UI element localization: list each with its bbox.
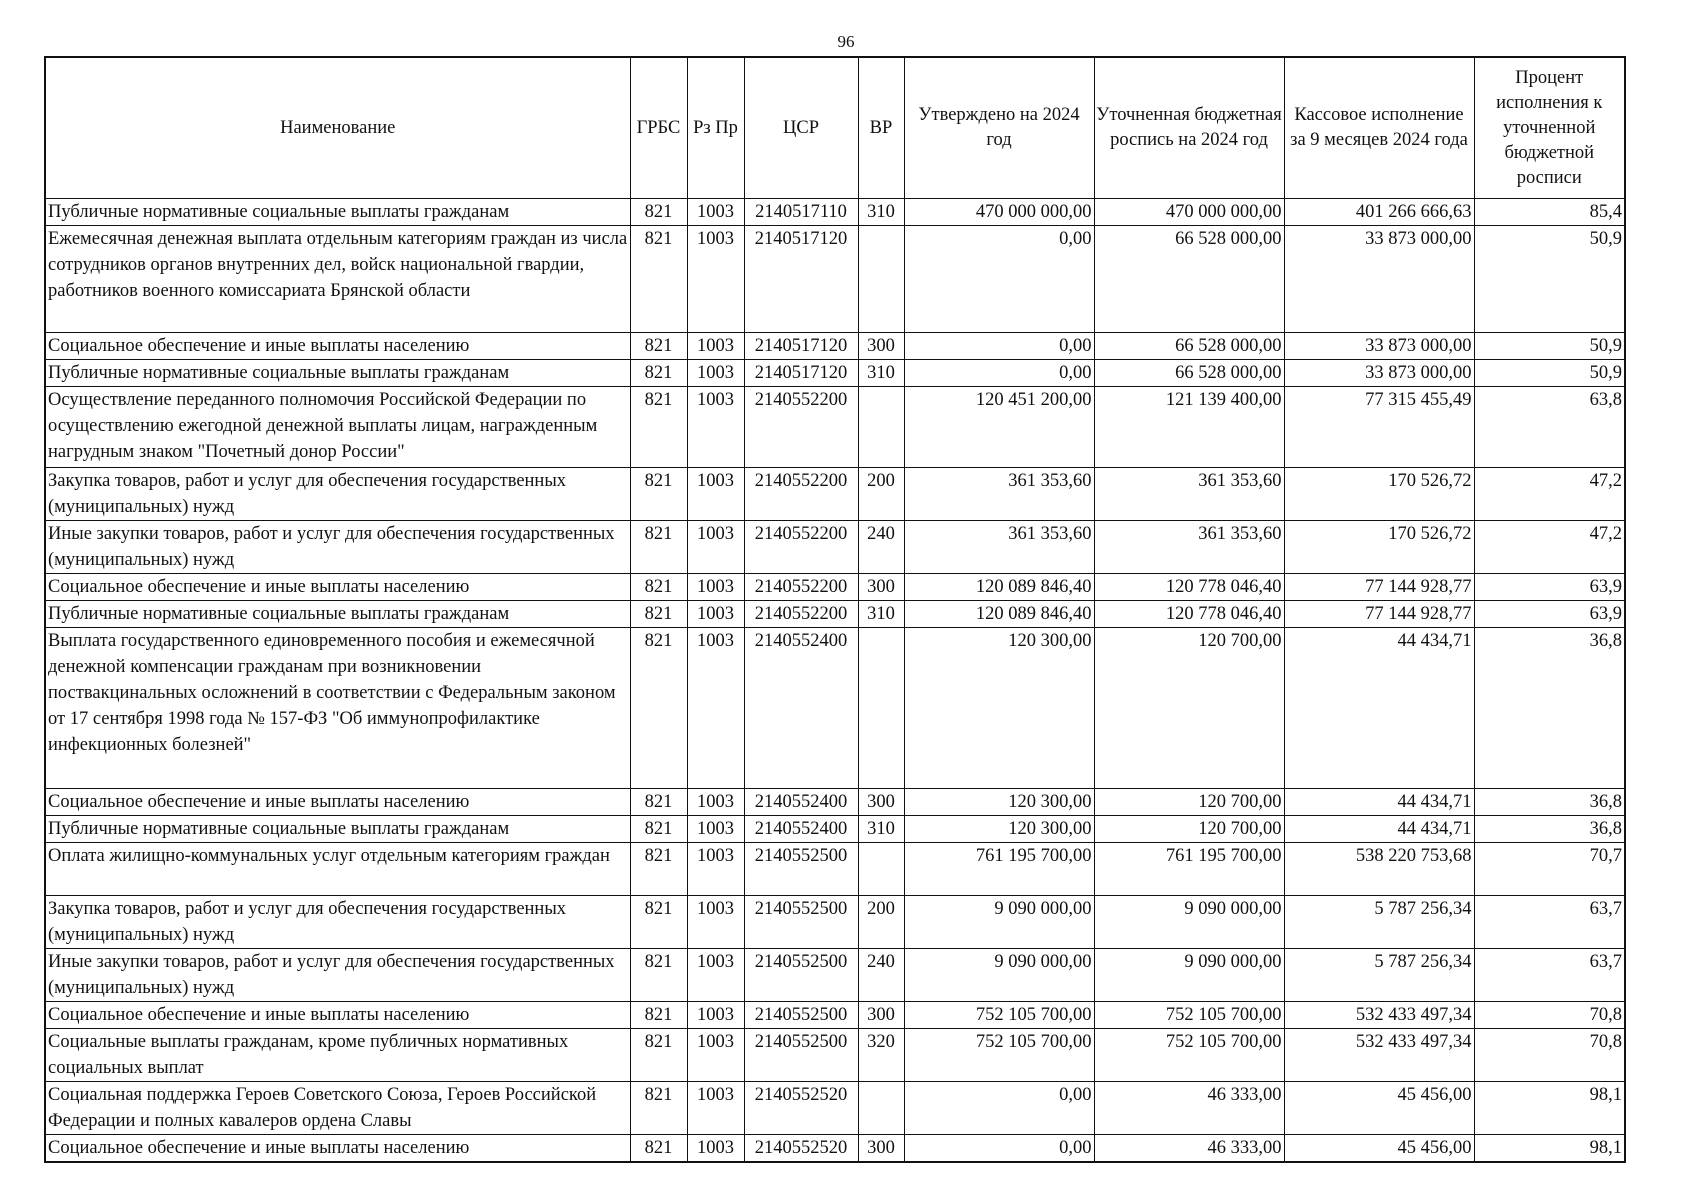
table-row xyxy=(45,199,1625,226)
cell-executed: 33 873 000,00 xyxy=(1284,360,1474,387)
cell-csr: 2140517120 xyxy=(744,333,858,360)
cell-percent: 50,9 xyxy=(1474,360,1625,387)
cell-vr: 200 xyxy=(858,468,904,521)
table-row xyxy=(45,1135,1625,1163)
cell-csr: 2140552200 xyxy=(744,521,858,574)
cell-name: Ежемесячная денежная выплата отдельным категориям граждан из числа сотрудников органов внутренних дел, войск национальной гвардии, работников военного комиссариата Брянской области xyxy=(45,226,630,333)
cell-percent: 63,9 xyxy=(1474,574,1625,601)
cell-percent: 85,4 xyxy=(1474,199,1625,226)
cell-grbs: 821 xyxy=(630,816,687,843)
cell-name: Иные закупки товаров, работ и услуг для обеспечения государственных (муниципальных) нужд xyxy=(45,949,630,1002)
cell-name: Закупка товаров, работ и услуг для обеспечения государственных (муниципальных) нужд xyxy=(45,896,630,949)
cell-vr: 300 xyxy=(858,333,904,360)
table-row xyxy=(45,949,1625,1002)
cell-name: Социальное обеспечение и иные выплаты населению xyxy=(45,333,630,360)
cell-vr: 300 xyxy=(858,574,904,601)
cell-approved: 120 089 846,40 xyxy=(904,574,1094,601)
cell-grbs: 821 xyxy=(630,521,687,574)
table-row xyxy=(45,1029,1625,1082)
cell-rzpr: 1003 xyxy=(687,896,744,949)
cell-refined: 66 528 000,00 xyxy=(1094,226,1284,333)
cell-rzpr: 1003 xyxy=(687,628,744,789)
cell-refined: 120 700,00 xyxy=(1094,789,1284,816)
cell-vr: 240 xyxy=(858,949,904,1002)
cell-grbs: 821 xyxy=(630,333,687,360)
cell-refined: 361 353,60 xyxy=(1094,521,1284,574)
cell-approved: 752 105 700,00 xyxy=(904,1029,1094,1082)
cell-name: Оплата жилищно-коммунальных услуг отдельным категориям граждан xyxy=(45,843,630,896)
cell-grbs: 821 xyxy=(630,949,687,1002)
cell-percent: 98,1 xyxy=(1474,1135,1625,1163)
cell-name: Осуществление переданного полномочия Российской Федерации по осуществлению ежегодной денежной выплаты лицам, награжденным нагрудным знаком "Почетный донор России" xyxy=(45,387,630,468)
cell-grbs: 821 xyxy=(630,574,687,601)
cell-vr: 320 xyxy=(858,1029,904,1082)
table-header-row xyxy=(45,57,1625,199)
budget-table xyxy=(44,56,1626,1163)
cell-grbs: 821 xyxy=(630,1082,687,1135)
cell-name: Публичные нормативные социальные выплаты гражданам xyxy=(45,360,630,387)
cell-refined: 361 353,60 xyxy=(1094,468,1284,521)
cell-grbs: 821 xyxy=(630,226,687,333)
cell-refined: 121 139 400,00 xyxy=(1094,387,1284,468)
table-row xyxy=(45,521,1625,574)
table-row xyxy=(45,574,1625,601)
cell-grbs: 821 xyxy=(630,1002,687,1029)
cell-executed: 45 456,00 xyxy=(1284,1135,1474,1163)
header-csr: ЦСР xyxy=(744,57,858,199)
cell-vr: 200 xyxy=(858,896,904,949)
cell-percent: 36,8 xyxy=(1474,816,1625,843)
cell-executed: 44 434,71 xyxy=(1284,816,1474,843)
cell-rzpr: 1003 xyxy=(687,1082,744,1135)
cell-approved: 752 105 700,00 xyxy=(904,1002,1094,1029)
cell-csr: 2140552200 xyxy=(744,387,858,468)
cell-refined: 120 700,00 xyxy=(1094,628,1284,789)
cell-vr: 310 xyxy=(858,601,904,628)
header-grbs: ГРБС xyxy=(630,57,687,199)
cell-name: Социальное обеспечение и иные выплаты населению xyxy=(45,789,630,816)
cell-approved: 120 451 200,00 xyxy=(904,387,1094,468)
cell-executed: 44 434,71 xyxy=(1284,628,1474,789)
header-name: Наименование xyxy=(45,57,630,199)
table-row xyxy=(45,360,1625,387)
cell-approved: 120 300,00 xyxy=(904,789,1094,816)
table-row xyxy=(45,816,1625,843)
cell-csr: 2140552400 xyxy=(744,628,858,789)
cell-name: Иные закупки товаров, работ и услуг для обеспечения государственных (муниципальных) нужд xyxy=(45,521,630,574)
cell-approved: 120 089 846,40 xyxy=(904,601,1094,628)
cell-approved: 0,00 xyxy=(904,1082,1094,1135)
cell-rzpr: 1003 xyxy=(687,789,744,816)
cell-executed: 44 434,71 xyxy=(1284,789,1474,816)
cell-executed: 33 873 000,00 xyxy=(1284,226,1474,333)
cell-vr: 310 xyxy=(858,816,904,843)
cell-vr: 300 xyxy=(858,789,904,816)
cell-rzpr: 1003 xyxy=(687,1002,744,1029)
cell-refined: 46 333,00 xyxy=(1094,1135,1284,1163)
cell-csr: 2140552500 xyxy=(744,1029,858,1082)
cell-grbs: 821 xyxy=(630,468,687,521)
cell-name: Социальная поддержка Героев Советского Союза, Героев Российской Федерации и полных кавалеров ордена Славы xyxy=(45,1082,630,1135)
cell-percent: 47,2 xyxy=(1474,468,1625,521)
cell-vr: 240 xyxy=(858,521,904,574)
table-row xyxy=(45,896,1625,949)
cell-refined: 9 090 000,00 xyxy=(1094,949,1284,1002)
cell-csr: 2140552520 xyxy=(744,1135,858,1163)
cell-csr: 2140552500 xyxy=(744,949,858,1002)
cell-executed: 532 433 497,34 xyxy=(1284,1002,1474,1029)
cell-rzpr: 1003 xyxy=(687,1029,744,1082)
cell-grbs: 821 xyxy=(630,896,687,949)
cell-csr: 2140517120 xyxy=(744,226,858,333)
cell-rzpr: 1003 xyxy=(687,226,744,333)
cell-grbs: 821 xyxy=(630,1135,687,1163)
cell-refined: 752 105 700,00 xyxy=(1094,1029,1284,1082)
table-row xyxy=(45,1082,1625,1135)
cell-rzpr: 1003 xyxy=(687,816,744,843)
cell-percent: 50,9 xyxy=(1474,226,1625,333)
cell-grbs: 821 xyxy=(630,628,687,789)
cell-percent: 70,8 xyxy=(1474,1002,1625,1029)
cell-rzpr: 1003 xyxy=(687,949,744,1002)
cell-executed: 538 220 753,68 xyxy=(1284,843,1474,896)
page-number: 96 xyxy=(837,32,855,51)
cell-executed: 401 266 666,63 xyxy=(1284,199,1474,226)
table-row xyxy=(45,789,1625,816)
cell-csr: 2140552200 xyxy=(744,601,858,628)
cell-rzpr: 1003 xyxy=(687,1135,744,1163)
cell-csr: 2140517110 xyxy=(744,199,858,226)
cell-refined: 66 528 000,00 xyxy=(1094,360,1284,387)
cell-refined: 120 700,00 xyxy=(1094,816,1284,843)
cell-executed: 77 144 928,77 xyxy=(1284,574,1474,601)
cell-grbs: 821 xyxy=(630,789,687,816)
cell-name: Публичные нормативные социальные выплаты гражданам xyxy=(45,601,630,628)
cell-csr: 2140552520 xyxy=(744,1082,858,1135)
cell-vr: 310 xyxy=(858,199,904,226)
cell-refined: 752 105 700,00 xyxy=(1094,1002,1284,1029)
table-row xyxy=(45,601,1625,628)
cell-percent: 63,7 xyxy=(1474,949,1625,1002)
cell-csr: 2140517120 xyxy=(744,360,858,387)
header-executed: Кассовое исполнение за 9 месяцев 2024 года xyxy=(1284,57,1474,199)
cell-csr: 2140552500 xyxy=(744,843,858,896)
cell-approved: 120 300,00 xyxy=(904,628,1094,789)
cell-approved: 361 353,60 xyxy=(904,468,1094,521)
cell-percent: 63,9 xyxy=(1474,601,1625,628)
cell-vr xyxy=(858,387,904,468)
cell-csr: 2140552200 xyxy=(744,574,858,601)
cell-name: Выплата государственного единовременного пособия и ежемесячной денежной компенсации гражданам при возникновении поствакцинальных осложнений в соответствии с Федеральным законом от 17 сентября 1998 года № 157-ФЗ "Об иммунопрофилактике инфекционных болезней" xyxy=(45,628,630,789)
cell-executed: 5 787 256,34 xyxy=(1284,896,1474,949)
header-vr: ВР xyxy=(858,57,904,199)
header-rzpr: Рз Пр xyxy=(687,57,744,199)
cell-percent: 63,7 xyxy=(1474,896,1625,949)
cell-name: Социальное обеспечение и иные выплаты населению xyxy=(45,1002,630,1029)
cell-approved: 761 195 700,00 xyxy=(904,843,1094,896)
header-approved: Утверждено на 2024 год xyxy=(904,57,1094,199)
cell-percent: 70,7 xyxy=(1474,843,1625,896)
cell-refined: 46 333,00 xyxy=(1094,1082,1284,1135)
cell-approved: 9 090 000,00 xyxy=(904,949,1094,1002)
table-row xyxy=(45,1002,1625,1029)
cell-approved: 9 090 000,00 xyxy=(904,896,1094,949)
cell-csr: 2140552500 xyxy=(744,1002,858,1029)
cell-rzpr: 1003 xyxy=(687,843,744,896)
cell-csr: 2140552400 xyxy=(744,816,858,843)
cell-vr: 310 xyxy=(858,360,904,387)
table-row xyxy=(45,226,1625,333)
cell-refined: 9 090 000,00 xyxy=(1094,896,1284,949)
cell-rzpr: 1003 xyxy=(687,601,744,628)
cell-approved: 120 300,00 xyxy=(904,816,1094,843)
cell-grbs: 821 xyxy=(630,387,687,468)
cell-percent: 98,1 xyxy=(1474,1082,1625,1135)
cell-percent: 63,8 xyxy=(1474,387,1625,468)
cell-percent: 36,8 xyxy=(1474,628,1625,789)
cell-percent: 50,9 xyxy=(1474,333,1625,360)
cell-refined: 761 195 700,00 xyxy=(1094,843,1284,896)
cell-refined: 120 778 046,40 xyxy=(1094,601,1284,628)
cell-vr: 300 xyxy=(858,1135,904,1163)
cell-executed: 33 873 000,00 xyxy=(1284,333,1474,360)
cell-vr: 300 xyxy=(858,1002,904,1029)
cell-grbs: 821 xyxy=(630,199,687,226)
table-row xyxy=(45,843,1625,896)
cell-vr xyxy=(858,843,904,896)
cell-refined: 470 000 000,00 xyxy=(1094,199,1284,226)
cell-approved: 0,00 xyxy=(904,226,1094,333)
cell-executed: 170 526,72 xyxy=(1284,521,1474,574)
cell-grbs: 821 xyxy=(630,843,687,896)
cell-rzpr: 1003 xyxy=(687,333,744,360)
cell-executed: 170 526,72 xyxy=(1284,468,1474,521)
cell-percent: 70,8 xyxy=(1474,1029,1625,1082)
cell-rzpr: 1003 xyxy=(687,468,744,521)
cell-grbs: 821 xyxy=(630,601,687,628)
cell-refined: 66 528 000,00 xyxy=(1094,333,1284,360)
cell-name: Публичные нормативные социальные выплаты гражданам xyxy=(45,816,630,843)
cell-approved: 0,00 xyxy=(904,360,1094,387)
cell-vr xyxy=(858,1082,904,1135)
cell-executed: 5 787 256,34 xyxy=(1284,949,1474,1002)
cell-executed: 532 433 497,34 xyxy=(1284,1029,1474,1082)
cell-name: Публичные нормативные социальные выплаты гражданам xyxy=(45,199,630,226)
header-percent: Процент исполнения к уточненной бюджетной росписи xyxy=(1474,57,1625,199)
cell-percent: 36,8 xyxy=(1474,789,1625,816)
cell-vr xyxy=(858,628,904,789)
cell-name: Закупка товаров, работ и услуг для обеспечения государственных (муниципальных) нужд xyxy=(45,468,630,521)
cell-csr: 2140552400 xyxy=(744,789,858,816)
cell-refined: 120 778 046,40 xyxy=(1094,574,1284,601)
cell-rzpr: 1003 xyxy=(687,521,744,574)
cell-name: Социальное обеспечение и иные выплаты населению xyxy=(45,1135,630,1163)
cell-vr xyxy=(858,226,904,333)
header-refined: Уточненная бюджетная роспись на 2024 год xyxy=(1094,57,1284,199)
table-row xyxy=(45,333,1625,360)
cell-csr: 2140552500 xyxy=(744,896,858,949)
cell-percent: 47,2 xyxy=(1474,521,1625,574)
cell-rzpr: 1003 xyxy=(687,199,744,226)
cell-approved: 0,00 xyxy=(904,1135,1094,1163)
cell-executed: 77 144 928,77 xyxy=(1284,601,1474,628)
cell-grbs: 821 xyxy=(630,1029,687,1082)
cell-approved: 470 000 000,00 xyxy=(904,199,1094,226)
cell-rzpr: 1003 xyxy=(687,574,744,601)
cell-executed: 45 456,00 xyxy=(1284,1082,1474,1135)
cell-approved: 361 353,60 xyxy=(904,521,1094,574)
cell-executed: 77 315 455,49 xyxy=(1284,387,1474,468)
cell-name: Социальные выплаты гражданам, кроме публичных нормативных социальных выплат xyxy=(45,1029,630,1082)
cell-name: Социальное обеспечение и иные выплаты населению xyxy=(45,574,630,601)
cell-csr: 2140552200 xyxy=(744,468,858,521)
cell-grbs: 821 xyxy=(630,360,687,387)
cell-rzpr: 1003 xyxy=(687,387,744,468)
cell-approved: 0,00 xyxy=(904,333,1094,360)
cell-rzpr: 1003 xyxy=(687,360,744,387)
table-row xyxy=(45,387,1625,468)
table-row xyxy=(45,468,1625,521)
table-row xyxy=(45,628,1625,789)
